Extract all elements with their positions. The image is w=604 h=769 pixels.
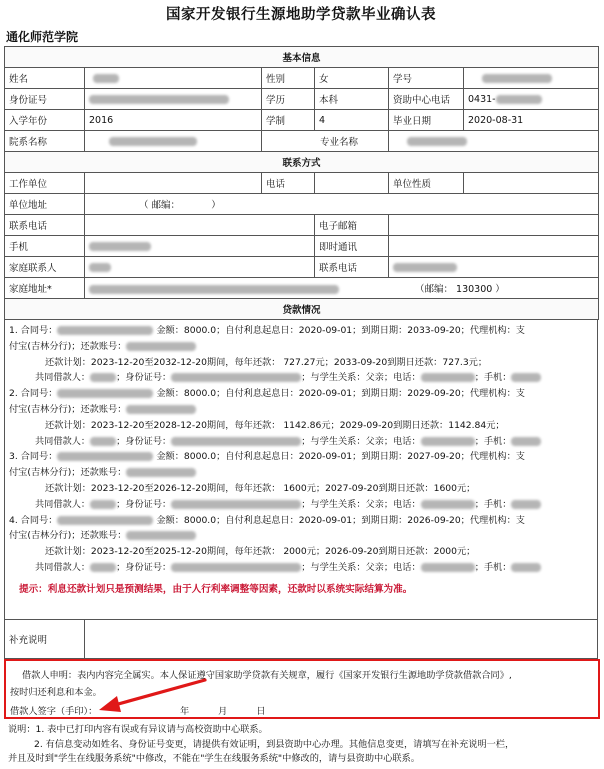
center-phone-value: 0431- — [464, 89, 599, 110]
dept-label: 院系名称 — [5, 131, 85, 152]
student-no-label: 学号 — [389, 68, 464, 89]
nature-value — [464, 173, 599, 194]
supplement-label: 补充说明 — [9, 635, 48, 646]
form-title: 国家开发银行生源地助学贷款毕业确认表 — [166, 6, 436, 23]
work-label: 工作单位 — [5, 173, 85, 194]
addr-label: 单位地址 — [5, 194, 85, 215]
mobile-value — [85, 236, 315, 257]
mobile-label: 手机 — [5, 236, 85, 257]
im-value — [389, 236, 599, 257]
confirmation-form — [2, 0, 600, 769]
contact-phone-label: 联系电话 — [5, 215, 85, 236]
loan-details — [4, 320, 598, 620]
section-loan: 贷款情况 — [5, 299, 599, 320]
home-value: （邮编： 130300 ） — [85, 278, 599, 299]
borrower-declaration — [4, 659, 600, 719]
major-value — [389, 131, 599, 152]
section-basic: 基本信息 — [5, 47, 599, 68]
grad-value: 2020-08-31 — [464, 110, 599, 131]
supplement-divider — [84, 620, 85, 658]
student-no-value — [464, 68, 599, 89]
note-1: 说明：1. 表中已打印内容有误或有异议请与高校资助中心联系。 — [8, 724, 268, 735]
home-label: 家庭地址* — [5, 278, 85, 299]
edu-value: 本科 — [315, 89, 389, 110]
section-contact: 联系方式 — [5, 152, 599, 173]
loan-item: 4. 合同号： 金额：8000.0；自付利息起息日：2020-09-01；到期日期：2026-09-20；代理机构：支 付宝(吉林分行)；还款账号： 还款计划：2023-12-20至2025-12-20期间，每年还款： 2000元；2026-09-20到期日还款：2000元； 共同借款人： ；身份证号： ；与学生关系：父亲；电话： ；手机： — [9, 513, 593, 576]
im-label: 即时通讯 — [315, 236, 389, 257]
contact-phone-value — [85, 215, 315, 236]
loan-item: 1. 合同号： 金额：8000.0；自付利息起息日：2020-09-01；到期日期：2033-09-20；代理机构：支 付宝(吉林分行)；还款账号： 还款计划：2023-12-20至2032-12-20期间，每年还款： 727.27元；2033-09-20到期日还款：727.3元； 共同借款人： ；身份证号： ；与学生关系：父亲；电话： ；手机： — [9, 323, 593, 386]
years-value: 4 — [315, 110, 389, 131]
family-label: 家庭联系人 — [5, 257, 85, 278]
dept-value — [85, 131, 262, 152]
family-phone-label: 联系电话 — [315, 257, 389, 278]
id-value — [85, 89, 262, 110]
work-value — [85, 173, 262, 194]
signature-label: 借款人签字（手印）： — [10, 706, 98, 717]
name-label: 姓名 — [5, 68, 85, 89]
notes — [8, 723, 598, 767]
name-value — [85, 68, 262, 89]
gender-value: 女 — [315, 68, 389, 89]
declaration-line1: 借款人申明：表内内容完全属实。本人保证遵守国家助学贷款有关规章，履行《国家开发银行生源地助学贷款借款合同》, — [22, 670, 512, 681]
school-name: 通化师范学院 — [6, 30, 79, 44]
signature-date: 年 月 日 — [180, 706, 266, 717]
interest-tip: 提示：利息还款计划只是预测结果，由于人行利率调整等因素，还款时以系统实际结算为准。 — [19, 584, 413, 595]
email-label: 电子邮箱 — [315, 215, 389, 236]
major-label: 专业名称 — [262, 131, 389, 152]
family-phone-value — [389, 257, 599, 278]
declaration-line2: 按时归还利息和本金。 — [10, 687, 102, 698]
supplement-row — [4, 620, 598, 659]
nature-label: 单位性质 — [389, 173, 464, 194]
years-label: 学制 — [262, 110, 315, 131]
center-phone-label: 资助中心电话 — [389, 89, 464, 110]
enroll-label: 入学年份 — [5, 110, 85, 131]
email-value — [389, 215, 599, 236]
note-3: 并且及时到"学生在线服务系统"中修改，不能在"学生在线服务系统"中修改的，请与县资助中心联系。 — [8, 753, 420, 764]
work-phone-label: 电话 — [262, 173, 315, 194]
enroll-value: 2016 — [85, 110, 262, 131]
info-table — [4, 46, 599, 320]
gender-label: 性别 — [262, 68, 315, 89]
loan-item: 3. 合同号： 金额：8000.0；自付利息起息日：2020-09-01；到期日期：2027-09-20；代理机构：支 付宝(吉林分行)；还款账号： 还款计划：2023-12-20至2026-12-20期间，每年还款： 1600元；2027-09-20到期日还款：1600元； 共同借款人： ；身份证号： ；与学生关系：父亲；电话： ；手机： — [9, 449, 593, 512]
addr-value: （ 邮编： ） — [85, 194, 599, 215]
note-2: 2. 有信息变动如姓名、身份证号变更，请提供有效证明，到县资助中心办理。其他信息变更，请填写在补充说明一栏， — [34, 738, 515, 750]
loan-item: 2. 合同号： 金额：8000.0；自付利息起息日：2020-09-01；到期日期：2029-09-20；代理机构：支 付宝(吉林分行)；还款账号： 还款计划：2023-12-20至2028-12-20期间，每年还款： 1142.86元；2029-09-20到期日还款：1142.84元； 共同借款人： ；身份证号： ；与学生关系：父亲；电话： ；手机： — [9, 386, 593, 449]
id-label: 身份证号 — [5, 89, 85, 110]
family-value — [85, 257, 315, 278]
grad-label: 毕业日期 — [389, 110, 464, 131]
edu-label: 学历 — [262, 89, 315, 110]
red-arrow-icon — [97, 676, 207, 716]
work-phone-value — [315, 173, 389, 194]
